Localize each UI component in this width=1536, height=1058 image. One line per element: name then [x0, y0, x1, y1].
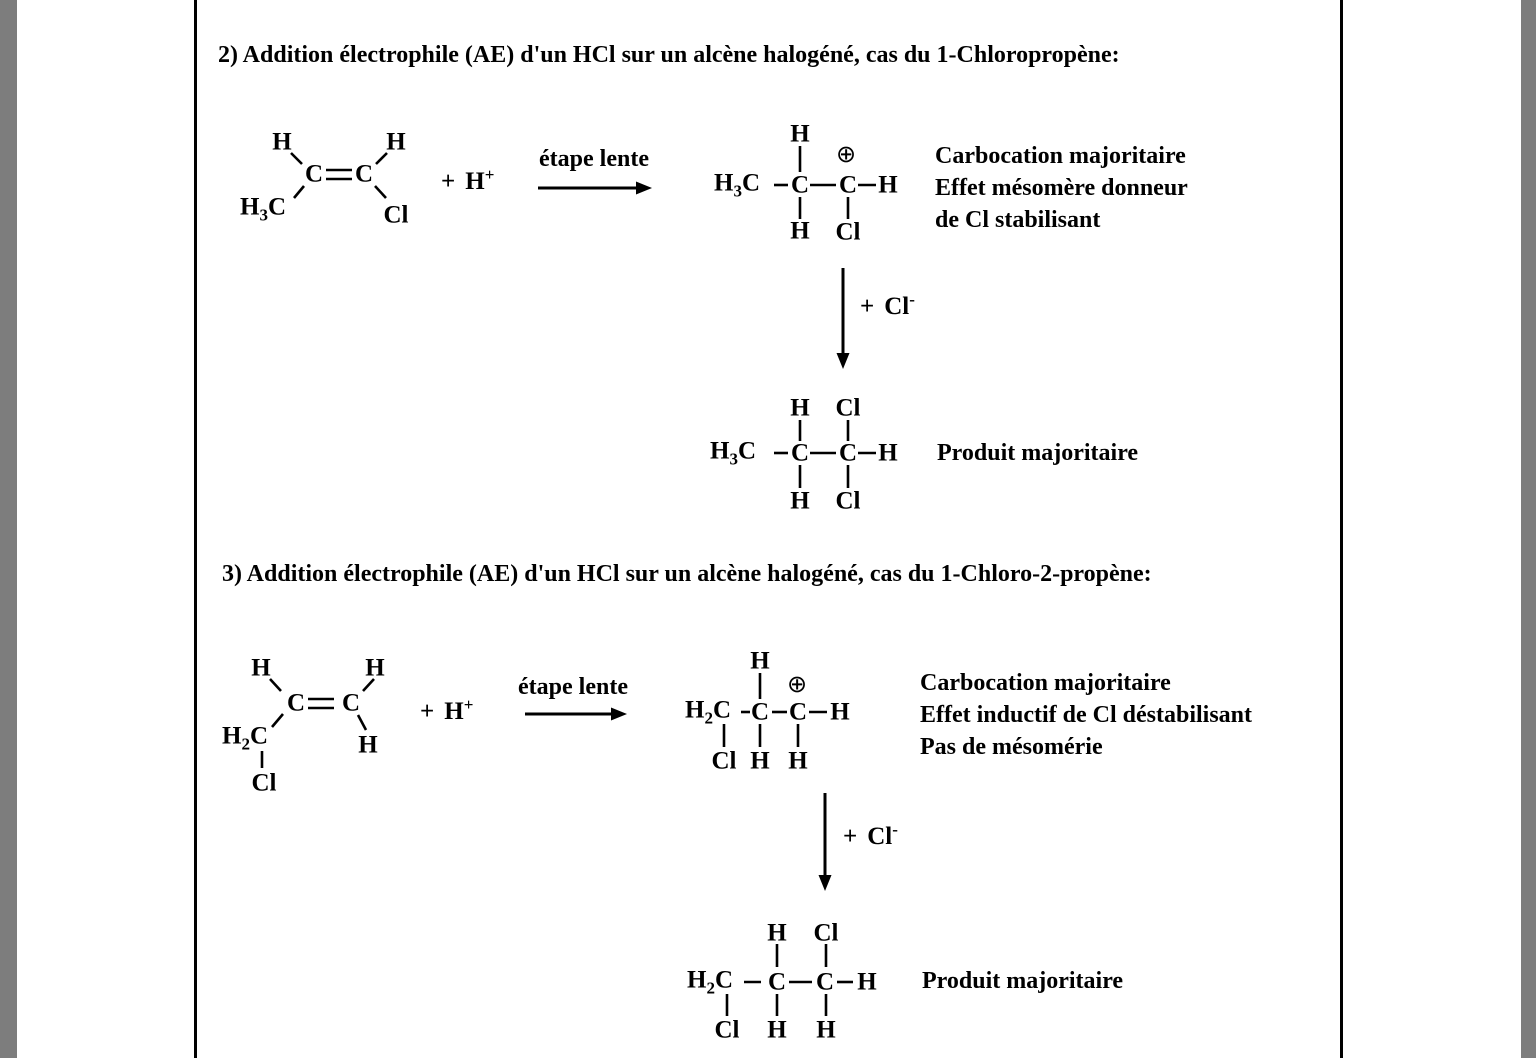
atom-c: C: [712, 696, 732, 724]
methyl-group-label: [714, 171, 760, 200]
plus-sign: +: [420, 698, 435, 725]
plus-chloride-label: [843, 821, 898, 849]
atom-h: H: [857, 968, 877, 996]
superscript-plus: +: [463, 695, 474, 714]
atom-h: H: [386, 128, 406, 156]
methyl-group-label: [240, 195, 286, 224]
atom-h: H: [444, 698, 464, 725]
bond-line: [270, 679, 281, 691]
atom-cl: Cl: [835, 487, 861, 515]
atom-c: C: [838, 439, 858, 467]
plus-charge-icon: ⊕: [786, 670, 808, 698]
note-line: Pas de mésomérie: [920, 734, 1103, 760]
subscript-2: 2: [704, 708, 713, 728]
subscript-3: 3: [729, 449, 738, 469]
product-label: Produit majoritaire: [922, 968, 1124, 994]
atom-h: H: [767, 919, 787, 947]
atom-c: C: [267, 193, 287, 221]
atom-h: H: [767, 1016, 787, 1044]
atom-cl: Cl: [813, 919, 839, 947]
atom-h: H: [358, 731, 378, 759]
note-line: Effet mésomère donneur: [935, 175, 1188, 201]
atom-c: C: [714, 966, 734, 994]
atom-h: H: [272, 128, 292, 156]
step-arrow-label: étape lente: [539, 146, 649, 172]
atom-h: H: [750, 647, 770, 675]
step-arrow-label: étape lente: [518, 674, 628, 700]
atom-cl: Cl: [714, 1016, 740, 1044]
atom-h: H: [687, 966, 707, 994]
atom-h: H: [222, 722, 242, 750]
section-2-heading: 2) Addition électrophile (AE) d'un HCl sur un alcène halogéné, cas du 1-Chloropropène:: [218, 42, 1120, 68]
bond-line: [291, 153, 302, 164]
methylene-group-label: [687, 968, 733, 997]
atom-h: H: [790, 120, 810, 148]
subscript-3: 3: [733, 181, 742, 201]
superscript-minus: -: [909, 290, 915, 309]
atom-h: H: [240, 193, 260, 221]
atom-h: H: [788, 747, 808, 775]
arrowhead: [819, 875, 832, 891]
atom-h: H: [816, 1016, 836, 1044]
atom-c: C: [354, 160, 374, 188]
bond-line: [294, 186, 304, 198]
methylene-group-label: [222, 724, 268, 753]
bond-line: [358, 715, 366, 730]
atom-h: H: [251, 654, 271, 682]
bond-line: [272, 714, 283, 727]
methyl-group-label: [710, 439, 756, 468]
atom-c: C: [788, 698, 808, 726]
plus-proton-label: [420, 696, 473, 724]
atom-h: H: [830, 698, 850, 726]
plus-charge-icon: ⊕: [835, 140, 857, 168]
atom-c: C: [790, 171, 810, 199]
note-line: Effet inductif de Cl déstabilisant: [920, 702, 1253, 728]
superscript-plus: +: [484, 165, 495, 184]
arrowhead: [636, 182, 652, 195]
atom-c: C: [838, 171, 858, 199]
atom-h: H: [465, 168, 485, 195]
plus-sign: +: [441, 168, 456, 195]
product-label: Produit majoritaire: [937, 440, 1139, 466]
plus-sign: +: [843, 823, 858, 850]
section-3-heading: 3) Addition électrophile (AE) d'un HCl sur un alcène halogéné, cas du 1-Chloro-2-propène:: [222, 561, 1152, 587]
atom-h: H: [790, 217, 810, 245]
atom-h: H: [878, 439, 898, 467]
atom-h: H: [750, 747, 770, 775]
atom-h: H: [685, 696, 705, 724]
atom-c: C: [750, 698, 770, 726]
atom-cl: Cl: [251, 769, 277, 797]
atom-c: C: [815, 968, 835, 996]
atom-cl: Cl: [867, 823, 893, 850]
atom-h: H: [790, 394, 810, 422]
atom-h: H: [714, 169, 734, 197]
atom-cl: Cl: [835, 218, 861, 246]
atom-h: H: [878, 171, 898, 199]
atom-h: H: [710, 437, 730, 465]
atom-c: C: [737, 437, 757, 465]
subscript-2: 2: [241, 734, 250, 754]
subscript-2: 2: [706, 978, 715, 998]
plus-proton-label: [441, 166, 494, 194]
methylene-group-label: [685, 698, 731, 727]
note-line: de Cl stabilisant: [935, 207, 1101, 233]
carbocation-note: [920, 667, 1252, 763]
atom-h: H: [790, 487, 810, 515]
subscript-3: 3: [259, 205, 268, 225]
atom-cl: Cl: [835, 394, 861, 422]
atom-c: C: [341, 689, 361, 717]
arrowhead: [837, 353, 850, 369]
plus-chloride-label: [860, 291, 915, 319]
atom-c: C: [741, 169, 761, 197]
arrowhead: [611, 708, 627, 721]
atom-cl: Cl: [711, 747, 737, 775]
atom-c: C: [286, 689, 306, 717]
note-line: Carbocation majoritaire: [920, 670, 1171, 696]
atom-c: C: [249, 722, 269, 750]
superscript-minus: -: [892, 820, 898, 839]
atom-h: H: [365, 654, 385, 682]
atom-c: C: [304, 160, 324, 188]
atom-c: C: [790, 439, 810, 467]
plus-sign: +: [860, 293, 875, 320]
carbocation-note: [935, 140, 1188, 236]
bond-line: [375, 186, 386, 198]
atom-cl: Cl: [884, 293, 910, 320]
atom-cl: Cl: [383, 201, 409, 229]
atom-c: C: [767, 968, 787, 996]
note-line: Carbocation majoritaire: [935, 143, 1186, 169]
